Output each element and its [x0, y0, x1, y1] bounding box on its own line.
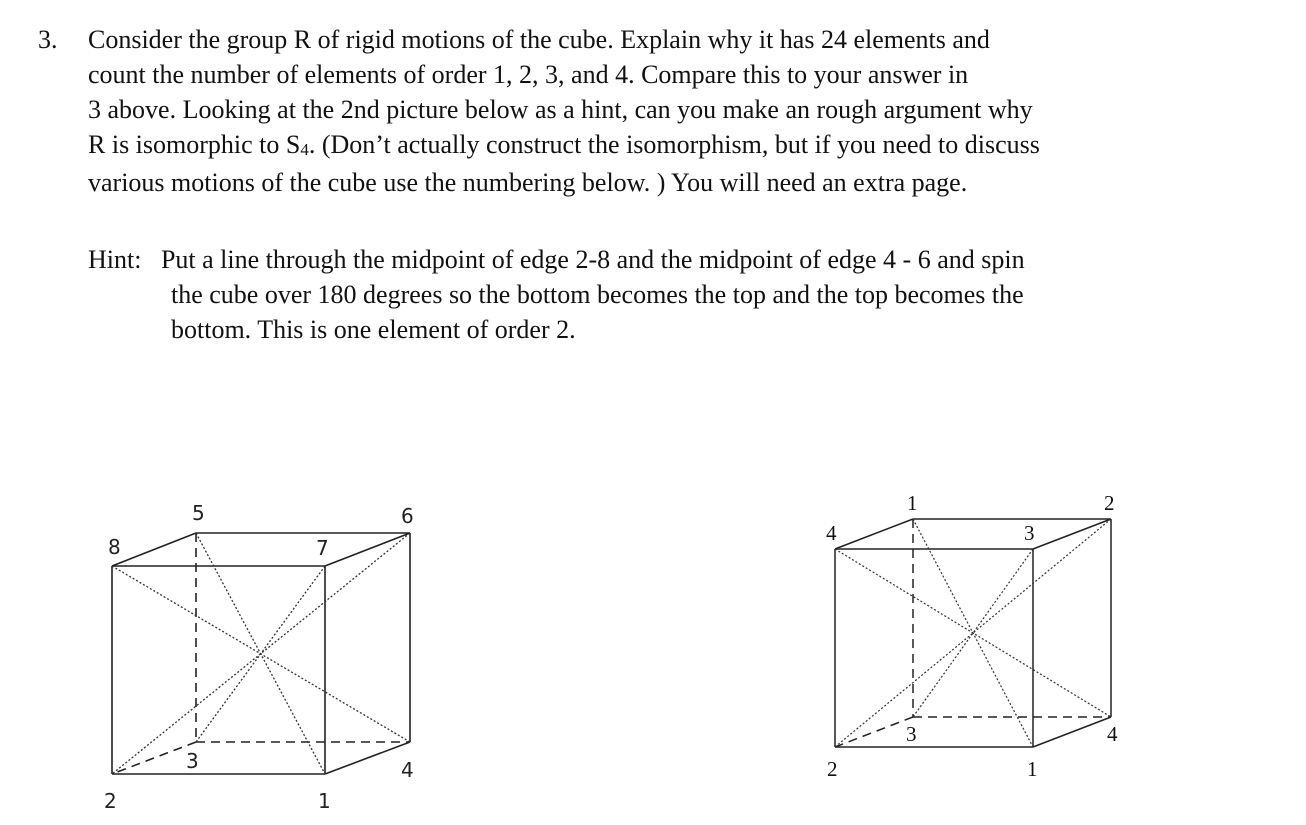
s4-subscript: 4: [300, 140, 309, 159]
problem-line-3: 3 above. Looking at the 2nd picture below as a hint, can you make an rough argument why: [88, 95, 1033, 124]
cube1-vertex-label: 7: [316, 536, 329, 560]
hint-label: Hint:: [88, 245, 142, 274]
cube1-vertex-label: 4: [401, 758, 414, 782]
problem-line-1: Consider the group R of rigid motions of the cube. Explain why it has 24 elements and: [88, 25, 990, 54]
cube-figure-handwritten: [80, 470, 440, 815]
cube2-vertex-label: 3: [906, 722, 917, 746]
cube1-vertex-label: 5: [192, 501, 205, 525]
problem-line-5: various motions of the cube use the numbering below. ) You will need an extra page.: [88, 168, 968, 197]
hint-line-2: the cube over 180 degrees so the bottom becomes the top and the top becomes the: [171, 280, 1024, 309]
cube2-vertex-label: 4: [826, 521, 837, 545]
cube2-vertex-label: 2: [827, 757, 838, 781]
cube2-vertex-label: 3: [1024, 521, 1035, 545]
hint-block: [88, 242, 1288, 347]
problem-number: 3.: [38, 25, 58, 54]
cube2-vertex-label: 1: [1027, 757, 1038, 781]
cube-figure-printed: [815, 485, 1135, 785]
cube2-vertex-label: 4: [1107, 722, 1118, 746]
cube1-vertex-label: 6: [401, 504, 414, 528]
cube2-diagonals: [835, 519, 1111, 747]
hint-text-1: Put a line through the midpoint of edge 2-8 and the midpoint of edge 4 - 6 and spin: [160, 245, 1025, 274]
cube2-vertex-label: 1: [907, 491, 918, 515]
hint-line-1: [88, 242, 1288, 277]
cube1-vertex-label: 2: [104, 789, 117, 813]
problem-text: [88, 22, 1288, 200]
cube1-vertex-label: 1: [318, 789, 331, 813]
cube2-vertex-label: 2: [1104, 491, 1115, 515]
cube1-diagonals: [112, 533, 410, 774]
problem-line-4: [88, 127, 1288, 165]
problem-line-2: count the number of elements of order 1, 2, 3, and 4. Compare this to your answer in: [88, 60, 969, 89]
cube1-vertex-label: 8: [108, 535, 121, 559]
cube1-vertex-label: 3: [186, 749, 199, 773]
problem-line-4-start: R is isomorphic to S: [88, 130, 301, 159]
hint-line-3: bottom. This is one element of order 2.: [171, 315, 576, 344]
problem-line-4-end: . (Don’t actually construct the isomorphism, but if you need to discuss: [308, 130, 1040, 159]
